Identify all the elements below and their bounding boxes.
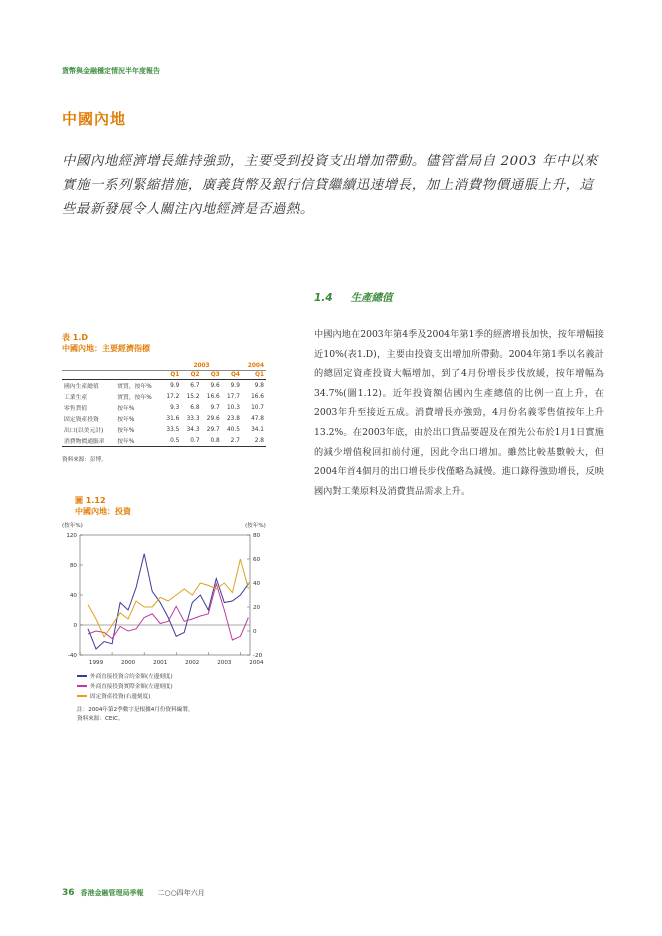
table-row bbox=[62, 435, 266, 447]
table-row bbox=[62, 413, 266, 424]
row-label: 出口(以美元計) bbox=[64, 428, 104, 434]
table-cell: 9.9 bbox=[170, 382, 180, 389]
table-quarter-row bbox=[62, 371, 266, 380]
row-unit: 按年% bbox=[117, 417, 135, 423]
table-cell: 2.7 bbox=[222, 435, 242, 447]
x-axis-tick-label: 2001 bbox=[153, 660, 168, 666]
table-cell: 9.3 bbox=[170, 404, 180, 411]
x-axis-tick-label: 2002 bbox=[185, 660, 200, 666]
right-axis-tick-label: 0 bbox=[253, 629, 257, 635]
publication-date: 二○○四年六月 bbox=[157, 889, 205, 897]
table-cell: 23.8 bbox=[226, 415, 240, 422]
page-footer bbox=[62, 888, 205, 898]
left-axis-unit: (按年%) bbox=[62, 523, 83, 529]
chart-source: 資料來源：CEIC。 bbox=[77, 716, 124, 722]
subsection-heading bbox=[314, 290, 393, 305]
table-cell: 29.7 bbox=[206, 426, 220, 433]
legend-label: 外商直接投資合約金額(左邊刻度) bbox=[90, 674, 173, 680]
right-axis-unit: (按年%) bbox=[245, 523, 266, 529]
row-unit: 按年% bbox=[115, 435, 161, 447]
row-label: 消費物價通脹率 bbox=[62, 435, 115, 447]
legend-swatch bbox=[77, 685, 87, 686]
quarter-header: Q3 bbox=[202, 371, 222, 380]
left-axis-tick-label: -40 bbox=[67, 653, 77, 659]
legend-swatch bbox=[77, 675, 87, 676]
table-cell: 31.6 bbox=[166, 415, 180, 422]
table-cell: 0.7 bbox=[181, 435, 201, 447]
year-2004-header: 2004 bbox=[242, 362, 266, 371]
table-caption bbox=[62, 332, 150, 354]
table-cell: 17.7 bbox=[226, 393, 240, 400]
table-row bbox=[62, 402, 266, 413]
legend-item-fixed-asset bbox=[77, 692, 150, 700]
table-cell: 16.6 bbox=[206, 393, 220, 400]
table-cell: 0.8 bbox=[202, 435, 222, 447]
running-header: 貨幣與金融穩定情況半年度報告 bbox=[62, 67, 160, 75]
legend-label: 固定資產投資(右邊刻度) bbox=[90, 694, 151, 700]
row-label: 固定資產投資 bbox=[64, 417, 99, 423]
table-cell: 9.8 bbox=[254, 382, 264, 389]
series-line-1 bbox=[88, 584, 248, 640]
plot-frame bbox=[80, 535, 250, 655]
page-number: 36 bbox=[62, 888, 75, 898]
quarter-header: Q1 bbox=[161, 371, 181, 380]
table-cell: 34.3 bbox=[186, 426, 200, 433]
table-row bbox=[62, 391, 266, 402]
table-cell: 29.6 bbox=[206, 415, 220, 422]
row-label: 零售貨值 bbox=[64, 406, 88, 412]
table-cell: 9.6 bbox=[210, 382, 220, 389]
table-cell: 10.7 bbox=[251, 404, 264, 411]
table-cell: 9.7 bbox=[210, 404, 220, 411]
table-cell: 47.8 bbox=[251, 415, 264, 422]
table-cell: 15.2 bbox=[186, 393, 200, 400]
publication-name: 香港金融管理局季報 bbox=[80, 889, 144, 897]
chart-note: 註：2004年第2季數字是根據4月份資料編製。 bbox=[77, 707, 194, 713]
left-axis-tick-label: 40 bbox=[69, 593, 77, 599]
table-cell: 2.8 bbox=[242, 435, 266, 447]
quarter-header: Q2 bbox=[181, 371, 201, 380]
x-axis-tick-label: 2000 bbox=[120, 660, 136, 666]
table-cell: 33.3 bbox=[186, 415, 200, 422]
row-unit: 按年% bbox=[117, 428, 135, 434]
year-2003-header: 2003 bbox=[161, 362, 242, 371]
table-cell: 40.5 bbox=[226, 426, 240, 433]
table-title: 中國內地：主要經濟指標 bbox=[62, 344, 150, 353]
chart-caption bbox=[75, 495, 131, 517]
table-cell: 17.2 bbox=[166, 393, 180, 400]
table-cell: 6.8 bbox=[190, 404, 200, 411]
legend-item-fdi-contracted bbox=[77, 672, 173, 680]
table-cell: 0.5 bbox=[161, 435, 181, 447]
subsection-title: 生產總值 bbox=[350, 292, 393, 304]
intro-paragraph: 中國內地經濟增長維持強勁，主要受到投資支出增加帶動。儘管當局自 2003 年中以來實施一系列緊縮措施，廣義貨幣及銀行信貸繼續迅速增長，加上消費物價通脹上升，這些最新發展令人關注內地經濟是否過熱。 bbox=[62, 154, 598, 217]
section-title: 中國內地 bbox=[62, 110, 127, 128]
series-line-2 bbox=[88, 559, 248, 637]
right-axis-tick-label: 80 bbox=[253, 533, 261, 539]
legend-swatch bbox=[77, 695, 87, 696]
economic-indicators-table bbox=[62, 362, 266, 447]
x-axis-tick-label: 2003 bbox=[217, 660, 232, 666]
table-row bbox=[62, 424, 266, 435]
table-row bbox=[62, 380, 266, 392]
left-axis-tick-label: 80 bbox=[69, 563, 77, 569]
table-cell: 16.6 bbox=[251, 393, 264, 400]
right-axis-tick-label: -20 bbox=[253, 653, 263, 659]
right-axis-tick-label: 60 bbox=[253, 557, 261, 563]
row-unit: 實質，按年% bbox=[117, 395, 152, 401]
table-cell: 6.7 bbox=[190, 382, 200, 389]
right-axis-tick-label: 20 bbox=[253, 605, 261, 611]
table-year-row bbox=[62, 362, 266, 371]
left-axis-tick-label: 120 bbox=[66, 533, 77, 539]
table-cell: 33.5 bbox=[166, 426, 180, 433]
legend-label: 外商直接投資實際金額(左邊刻度) bbox=[90, 684, 173, 690]
x-axis-tick-label: 2004 bbox=[249, 660, 264, 666]
left-axis-tick-label: 0 bbox=[73, 623, 77, 629]
chart-label: 圖 1.12 bbox=[75, 496, 106, 505]
table-source: 資料來源：彭博。 bbox=[62, 457, 107, 463]
quarter-header: Q4 bbox=[222, 371, 242, 380]
row-label: 工業生產 bbox=[64, 395, 88, 401]
quarter-header: Q1 bbox=[242, 371, 266, 380]
table-cell: 10.3 bbox=[226, 404, 240, 411]
legend-item-fdi-utilized bbox=[77, 682, 173, 690]
row-label: 國內生產總值 bbox=[64, 384, 99, 390]
x-axis-tick-label: 1999 bbox=[88, 660, 104, 666]
table-cell: 9.9 bbox=[230, 382, 240, 389]
right-axis-tick-label: 40 bbox=[253, 581, 261, 587]
table-label: 表 1.D bbox=[62, 333, 89, 342]
body-paragraph: 中國內地在2003年第4季及2004年第1季的經濟增長加快，按年增幅接近10%(表1.D)，主要由投資支出增加所帶動。2004年第1季以名義計的總固定資產投資大幅增加，到了4月份增長步伐放緩，按年增幅為34.7%(圖1.12)。近年投資額佔國內生產總值的比例一直上升，在2003年升至接近五成。消費增長亦強勁，4月份名義零售值按年上升13.2%。在2003年底，由於出口貨品要趕及在預先公布於1月1日實施的減少增值稅回扣前付運，因此令出口增加。雖然比較基數較大，但2004年首4個月的出口增長步伐僅略為減慢。進口錄得強勁增長，反映國內對工業原料及消費貨品需求上升。 bbox=[314, 329, 604, 497]
subsection-number: 1.4 bbox=[314, 292, 333, 304]
chart-title: 中國內地：投資 bbox=[75, 507, 131, 516]
table-cell: 34.1 bbox=[251, 426, 264, 433]
row-unit: 實質，按年% bbox=[117, 384, 152, 390]
row-unit: 按年% bbox=[117, 406, 135, 412]
investment-line-chart bbox=[60, 520, 275, 670]
